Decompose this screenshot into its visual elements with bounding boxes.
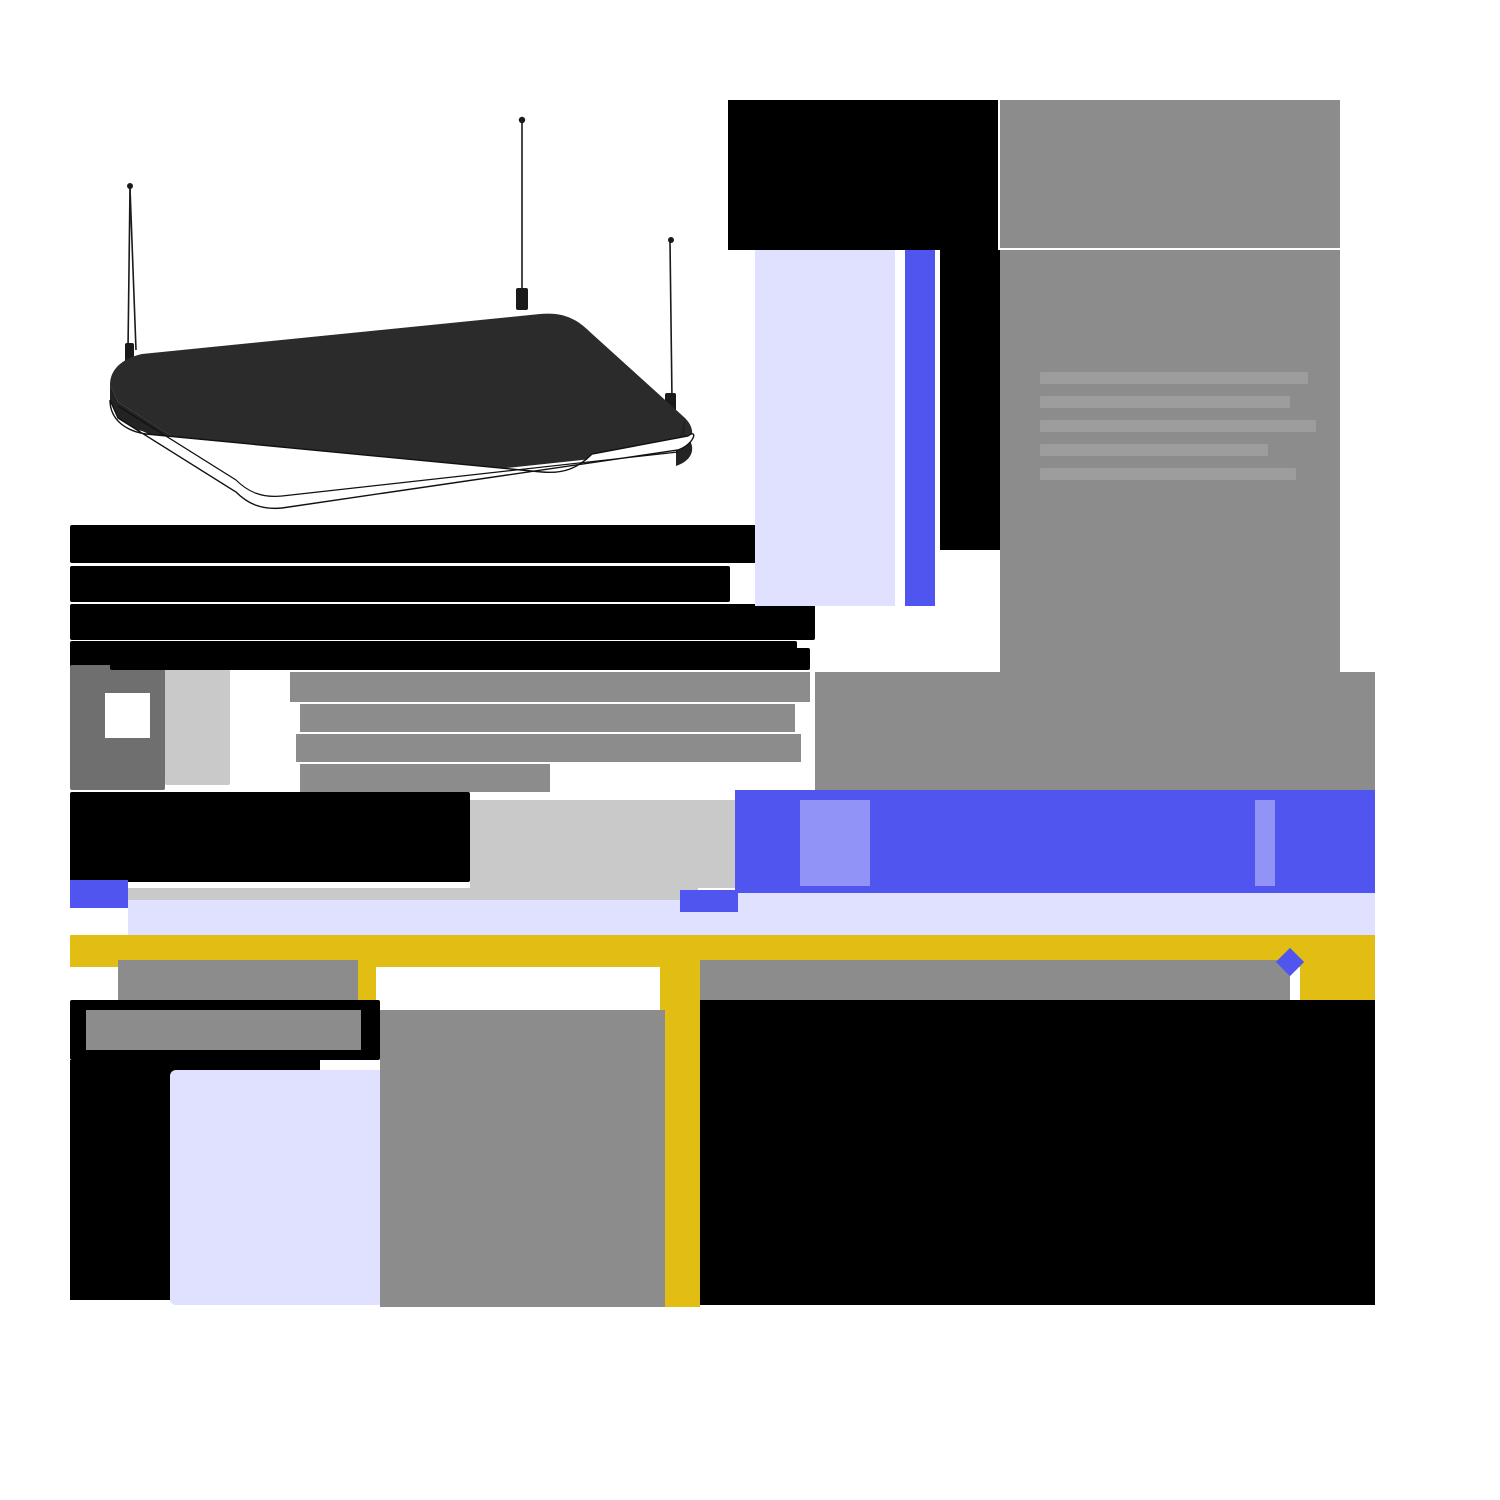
swatch-inner-highlight [105,693,150,738]
header-title-block [70,525,786,563]
notes-panel-highlight [170,1070,390,1305]
header-line-3 [70,604,815,640]
callout-divider-center [660,967,700,1307]
page-subtitle [0,0,1,1]
highlight-bar-tab[interactable] [680,890,738,912]
highlight-bar-hairline [128,888,698,900]
table-header-row [110,648,810,670]
badge-accent-bar [905,246,935,606]
footer-block [700,1055,1375,1305]
right-text-line [1040,372,1308,384]
swatch-secondary [165,665,230,785]
table-row [300,764,550,792]
right-text-line [1040,396,1290,408]
luminaire-drawing [70,100,730,530]
table-values-column [815,672,1375,792]
footer-rule [700,1000,1375,1055]
status-badge[interactable] [755,246,895,606]
table-labels-secondary [470,800,735,888]
notes-panel-title-text [86,1010,361,1050]
table-row [290,672,810,702]
right-text-line [1040,444,1268,456]
notes-panel-column [380,1010,665,1307]
right-text-line [1040,468,1296,480]
header-mask-top [728,100,998,250]
table-row [300,704,795,732]
product-illustration [70,100,730,530]
highlight-chip-secondary [1255,800,1275,886]
table-labels-block [70,792,470,882]
highlight-chip[interactable] [800,800,870,886]
right-header-block [1000,100,1340,248]
right-text-line [1040,420,1316,432]
header-mask-right [940,250,1000,550]
highlight-bar-marker [70,880,128,908]
illustration-caption [0,0,1,1]
page-title [0,0,1,1]
callout-label-right [700,960,1290,1000]
table-row [296,734,801,762]
header-eyebrow-block [70,566,730,602]
